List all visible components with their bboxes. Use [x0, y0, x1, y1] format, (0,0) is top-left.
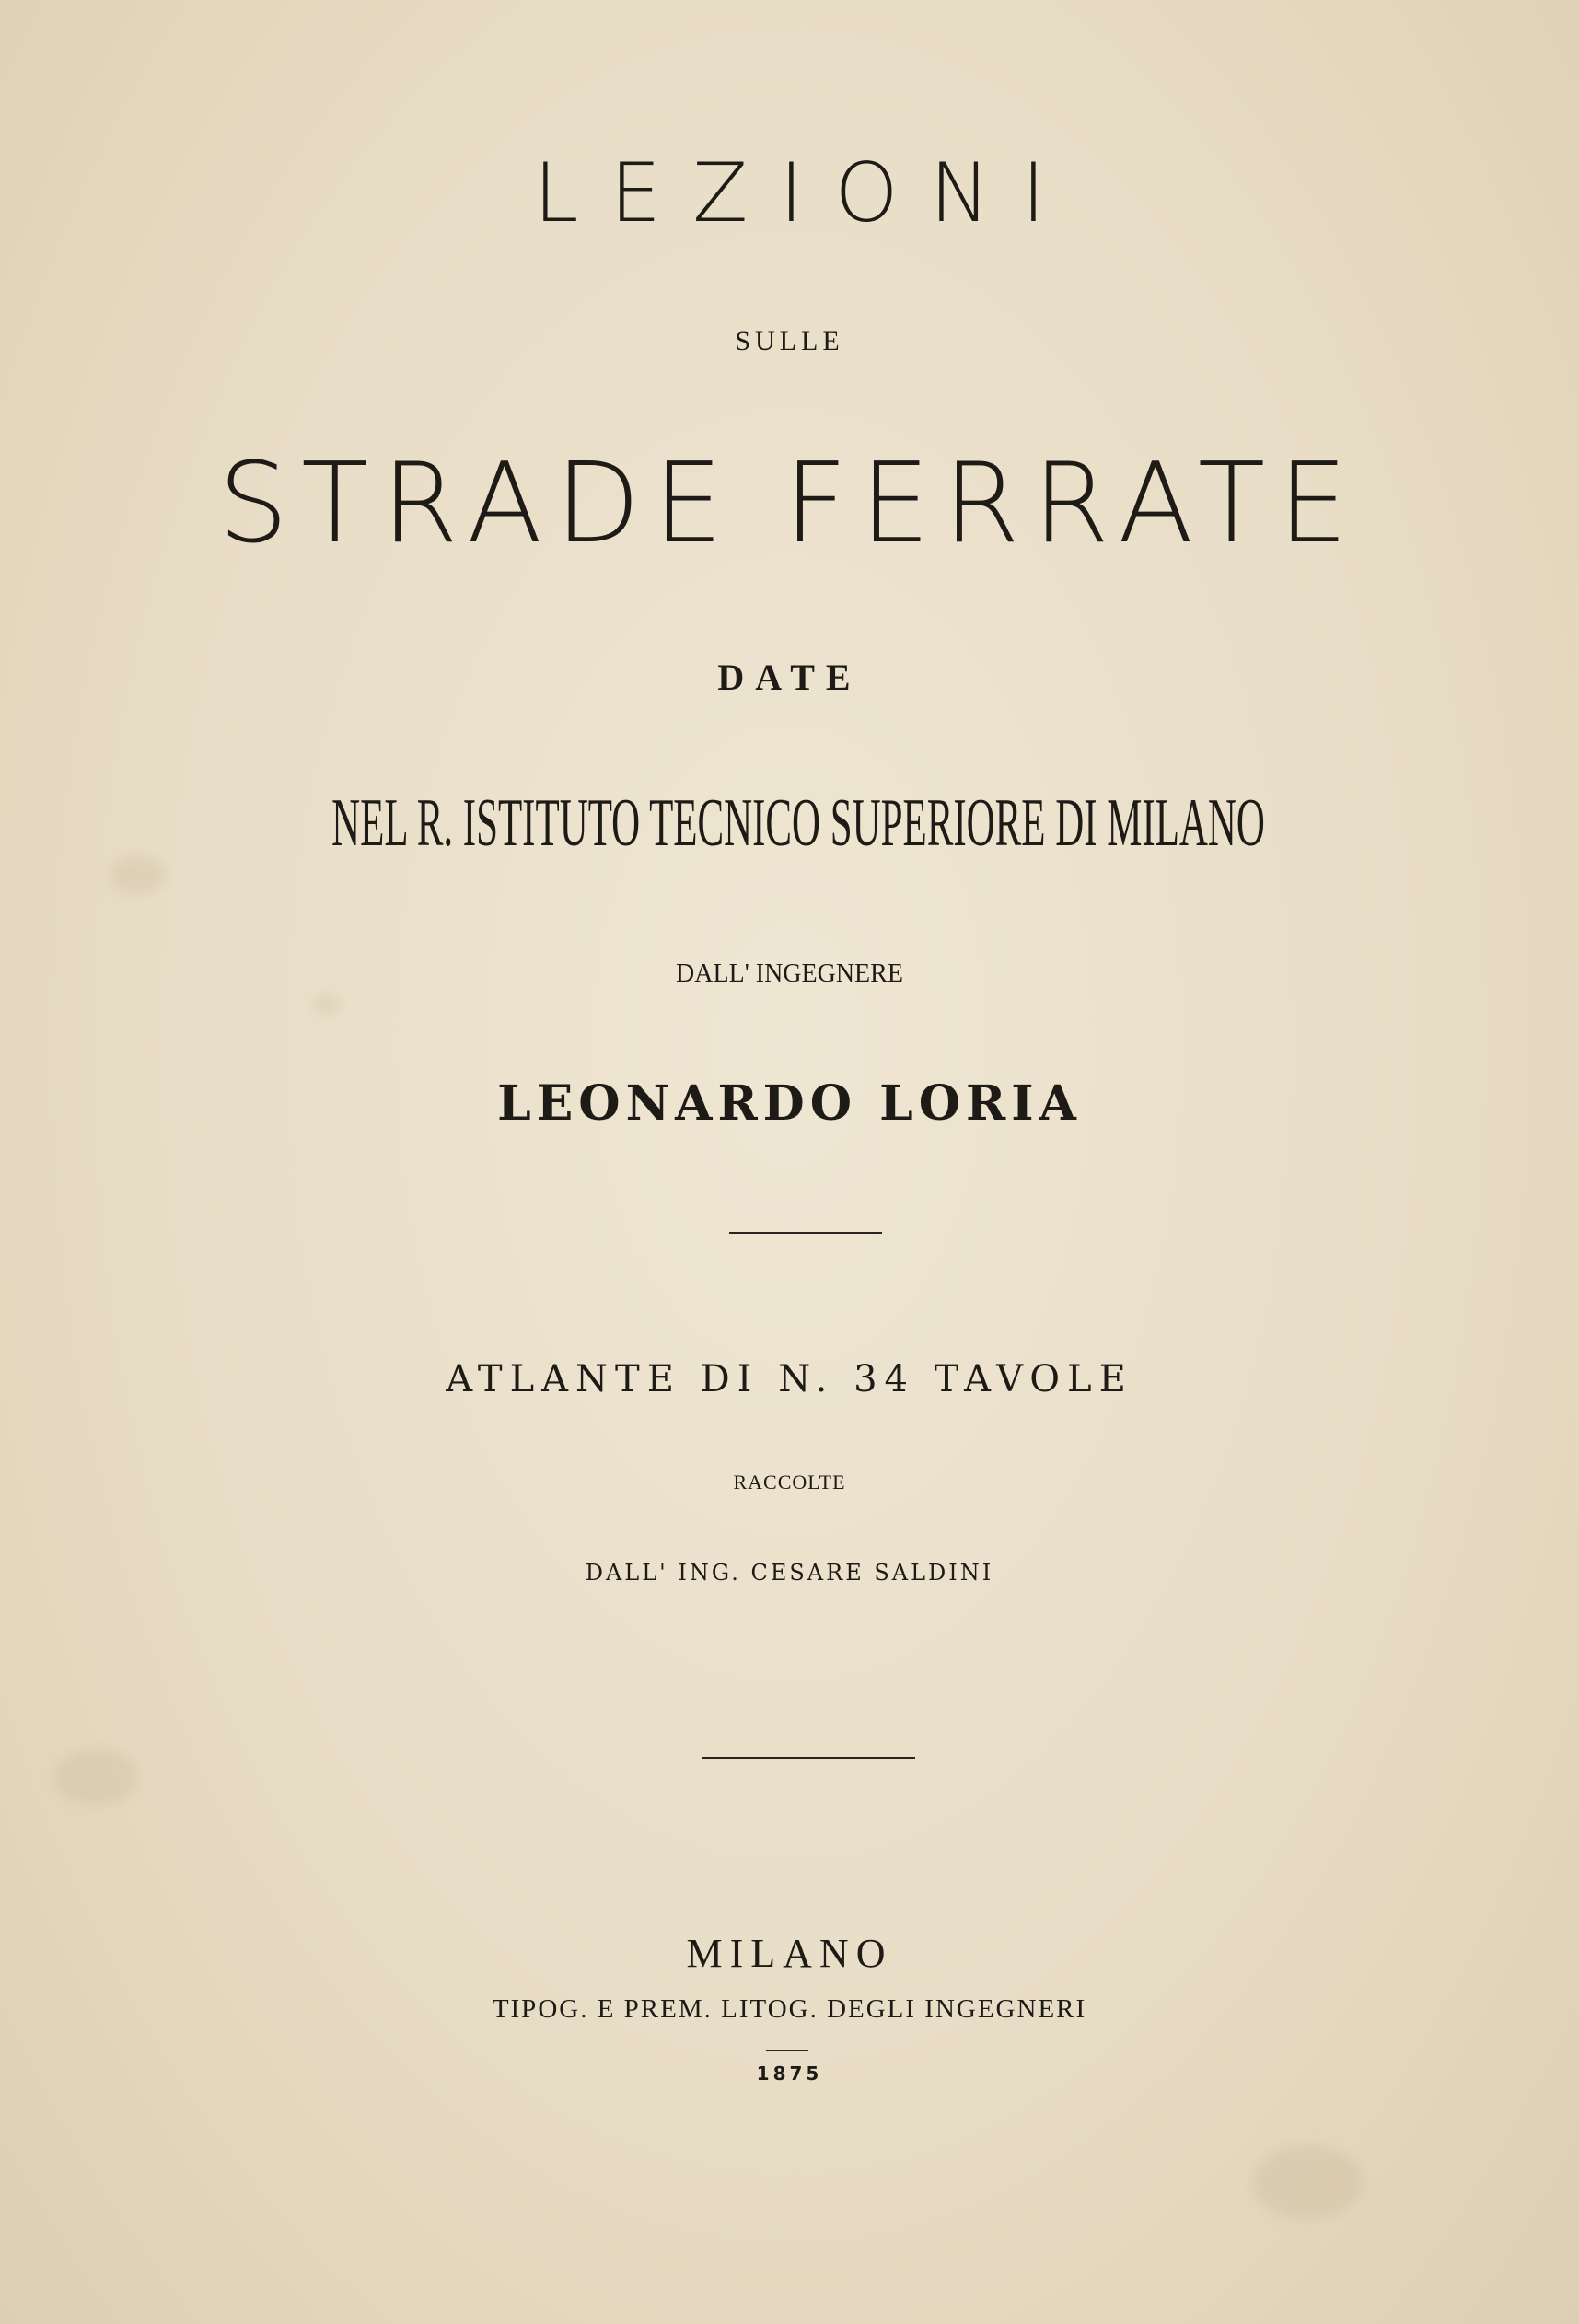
byline: DALL' INGEGNERE	[676, 959, 903, 988]
author-name: LEONARDO LORIA	[497, 1075, 1082, 1132]
paper-stain	[55, 1749, 138, 1805]
title-verb: DATE	[717, 657, 862, 698]
title-connector: SULLE	[735, 326, 844, 356]
institution-line: NEL R. ISTITUTO TECNICO SUPERIORE DI MILANO	[331, 785, 1265, 861]
imprint-city: MILANO	[686, 1931, 893, 1976]
paper-stain	[110, 856, 166, 893]
divider-rule	[702, 1757, 915, 1759]
book-title: LEZIONI	[533, 145, 1077, 240]
collector-line: DALL' ING. CESARE SALDINI	[585, 1560, 994, 1586]
divider-rule	[729, 1232, 882, 1234]
book-subject: STRADE FERRATE	[217, 440, 1362, 568]
atlas-line: ATLANTE DI N. 34 TAVOLE	[446, 1358, 1133, 1400]
paper-stain	[1252, 2145, 1363, 2219]
small-rule	[766, 2050, 808, 2051]
imprint-year: 1875	[756, 2063, 823, 2085]
paper-stain	[313, 994, 341, 1015]
collected-label: RACCOLTE	[733, 1470, 846, 1493]
imprint-printer: TIPOG. E PREM. LITOG. DEGLI INGEGNERI	[492, 1994, 1087, 2024]
